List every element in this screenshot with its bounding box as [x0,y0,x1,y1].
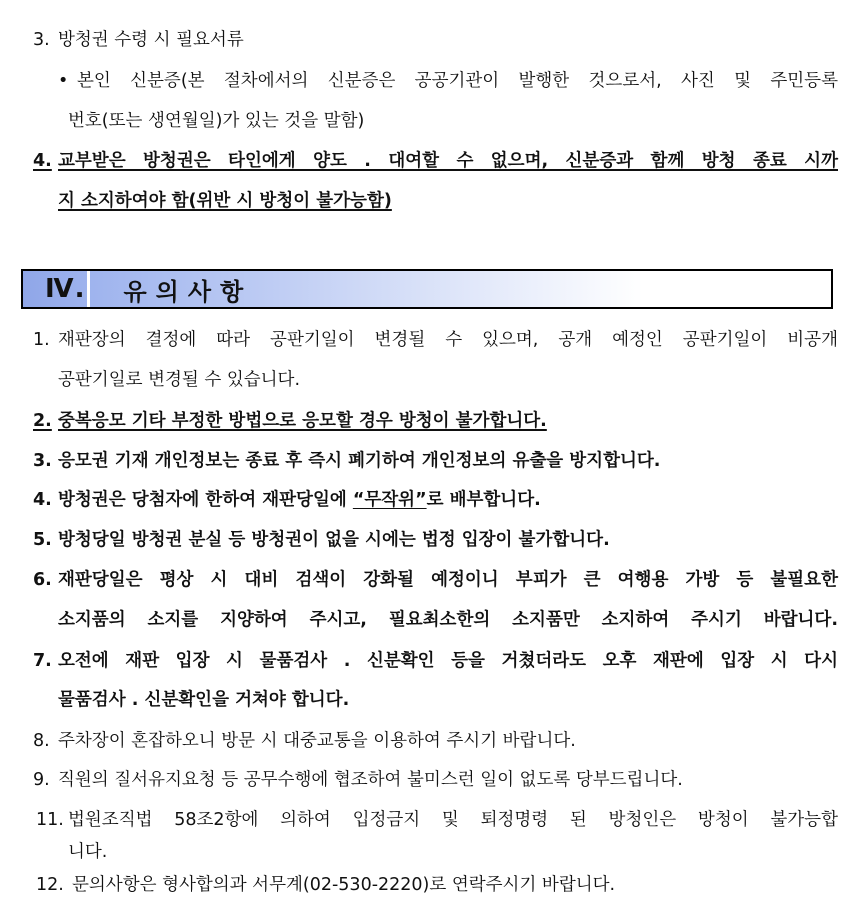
note-text: 주차장이 혼잡하오니 방문 시 대중교통을 이용하여 주시기 바랍니다. [58,731,576,751]
note-text: 직원의 질서유지요청 등 공무수행에 협조하여 불미스런 일이 없도록 당부드립니다. [58,770,683,790]
section-title: 방청권 수령 시 필요서류 [58,30,244,50]
bullet-text-line1: 본인 신분증(본 절차에서의 신분증은 공공기관이 발행한 것으로서, 사진 및 주민등록 [77,71,838,91]
note-number: 11. [36,810,64,830]
note-text-suffix: 로 배부합니다. [426,490,541,510]
section-heading-bar [21,269,833,309]
notice-line1: 교부받은 방청권은 타인에게 양도 . 대여할 수 없으며, 신분증과 함께 방청 종료 시까 [58,151,838,171]
note-text: 오전에 재판 입장 시 물품검사 . 신분확인 등을 거쳤더라도 오후 재판에 입장 시 다시 [58,651,838,671]
note-text: 재판장의 결정에 따라 공판기일이 변경될 수 있으며, 공개 예정인 공판기일이 비공개 [58,330,838,350]
note-text-quoted: “무작위” [352,490,427,510]
note-text: 중복응모 기타 부정한 방법으로 응모할 경우 방청이 불가합니다. [58,411,547,431]
note-text [58,487,541,513]
note-text: 물품검사 . 신분확인을 거쳐야 합니다. [58,690,350,710]
note-text: 응모권 기재 개인정보는 종료 후 즉시 폐기하여 개인정보의 유출을 방지합니다. [58,451,661,471]
note-number: 6. [33,570,52,590]
note-text: 재판당일은 평상 시 대비 검색이 강화될 예정이니 부피가 큰 여행용 가방 등 불필요한 [58,570,838,590]
note-text: 공판기일로 변경될 수 있습니다. [58,370,301,390]
note-text: 법원조직법 58조2항에 의하여 입정금지 및 퇴정명령 된 방청인은 방청이 불가능합 [68,810,838,830]
note-number: 4. [33,490,52,510]
note-text: 니다. [68,842,108,862]
heading-roman-numeral: Ⅳ. [45,274,86,304]
note-number: 3. [33,451,52,471]
section-number: 4. [33,151,52,171]
note-text: 소지품의 소지를 지양하여 주시고, 필요최소한의 소지품만 소지하여 주시기 바랍니다. [58,610,838,630]
note-text-prefix: 방청권은 당첨자에 한하여 재판당일에 [58,490,353,510]
note-number: 12. [36,875,64,895]
notice-line2: 지 소지하여야 함(위반 시 방청이 불가능함) [58,191,392,211]
note-number: 7. [33,651,52,671]
bullet-text-line2: 번호(또는 생연월일)가 있는 것을 말함) [68,111,365,131]
note-number: 9. [33,770,50,790]
note-number: 8. [33,731,50,751]
note-number: 2. [33,411,52,431]
note-text: 문의사항은 형사합의과 서무계(02-530-2220)로 연락주시기 바랍니다. [72,875,616,895]
note-text: 방청당일 방청권 분실 등 방청권이 없을 시에는 법정 입장이 불가합니다. [58,530,610,550]
heading-divider [87,271,90,307]
bullet-icon: • [58,71,69,91]
note-number: 5. [33,530,52,550]
section-number: 3. [33,30,50,50]
heading-title: 유의사항 [123,277,253,306]
note-number: 1. [33,330,50,350]
